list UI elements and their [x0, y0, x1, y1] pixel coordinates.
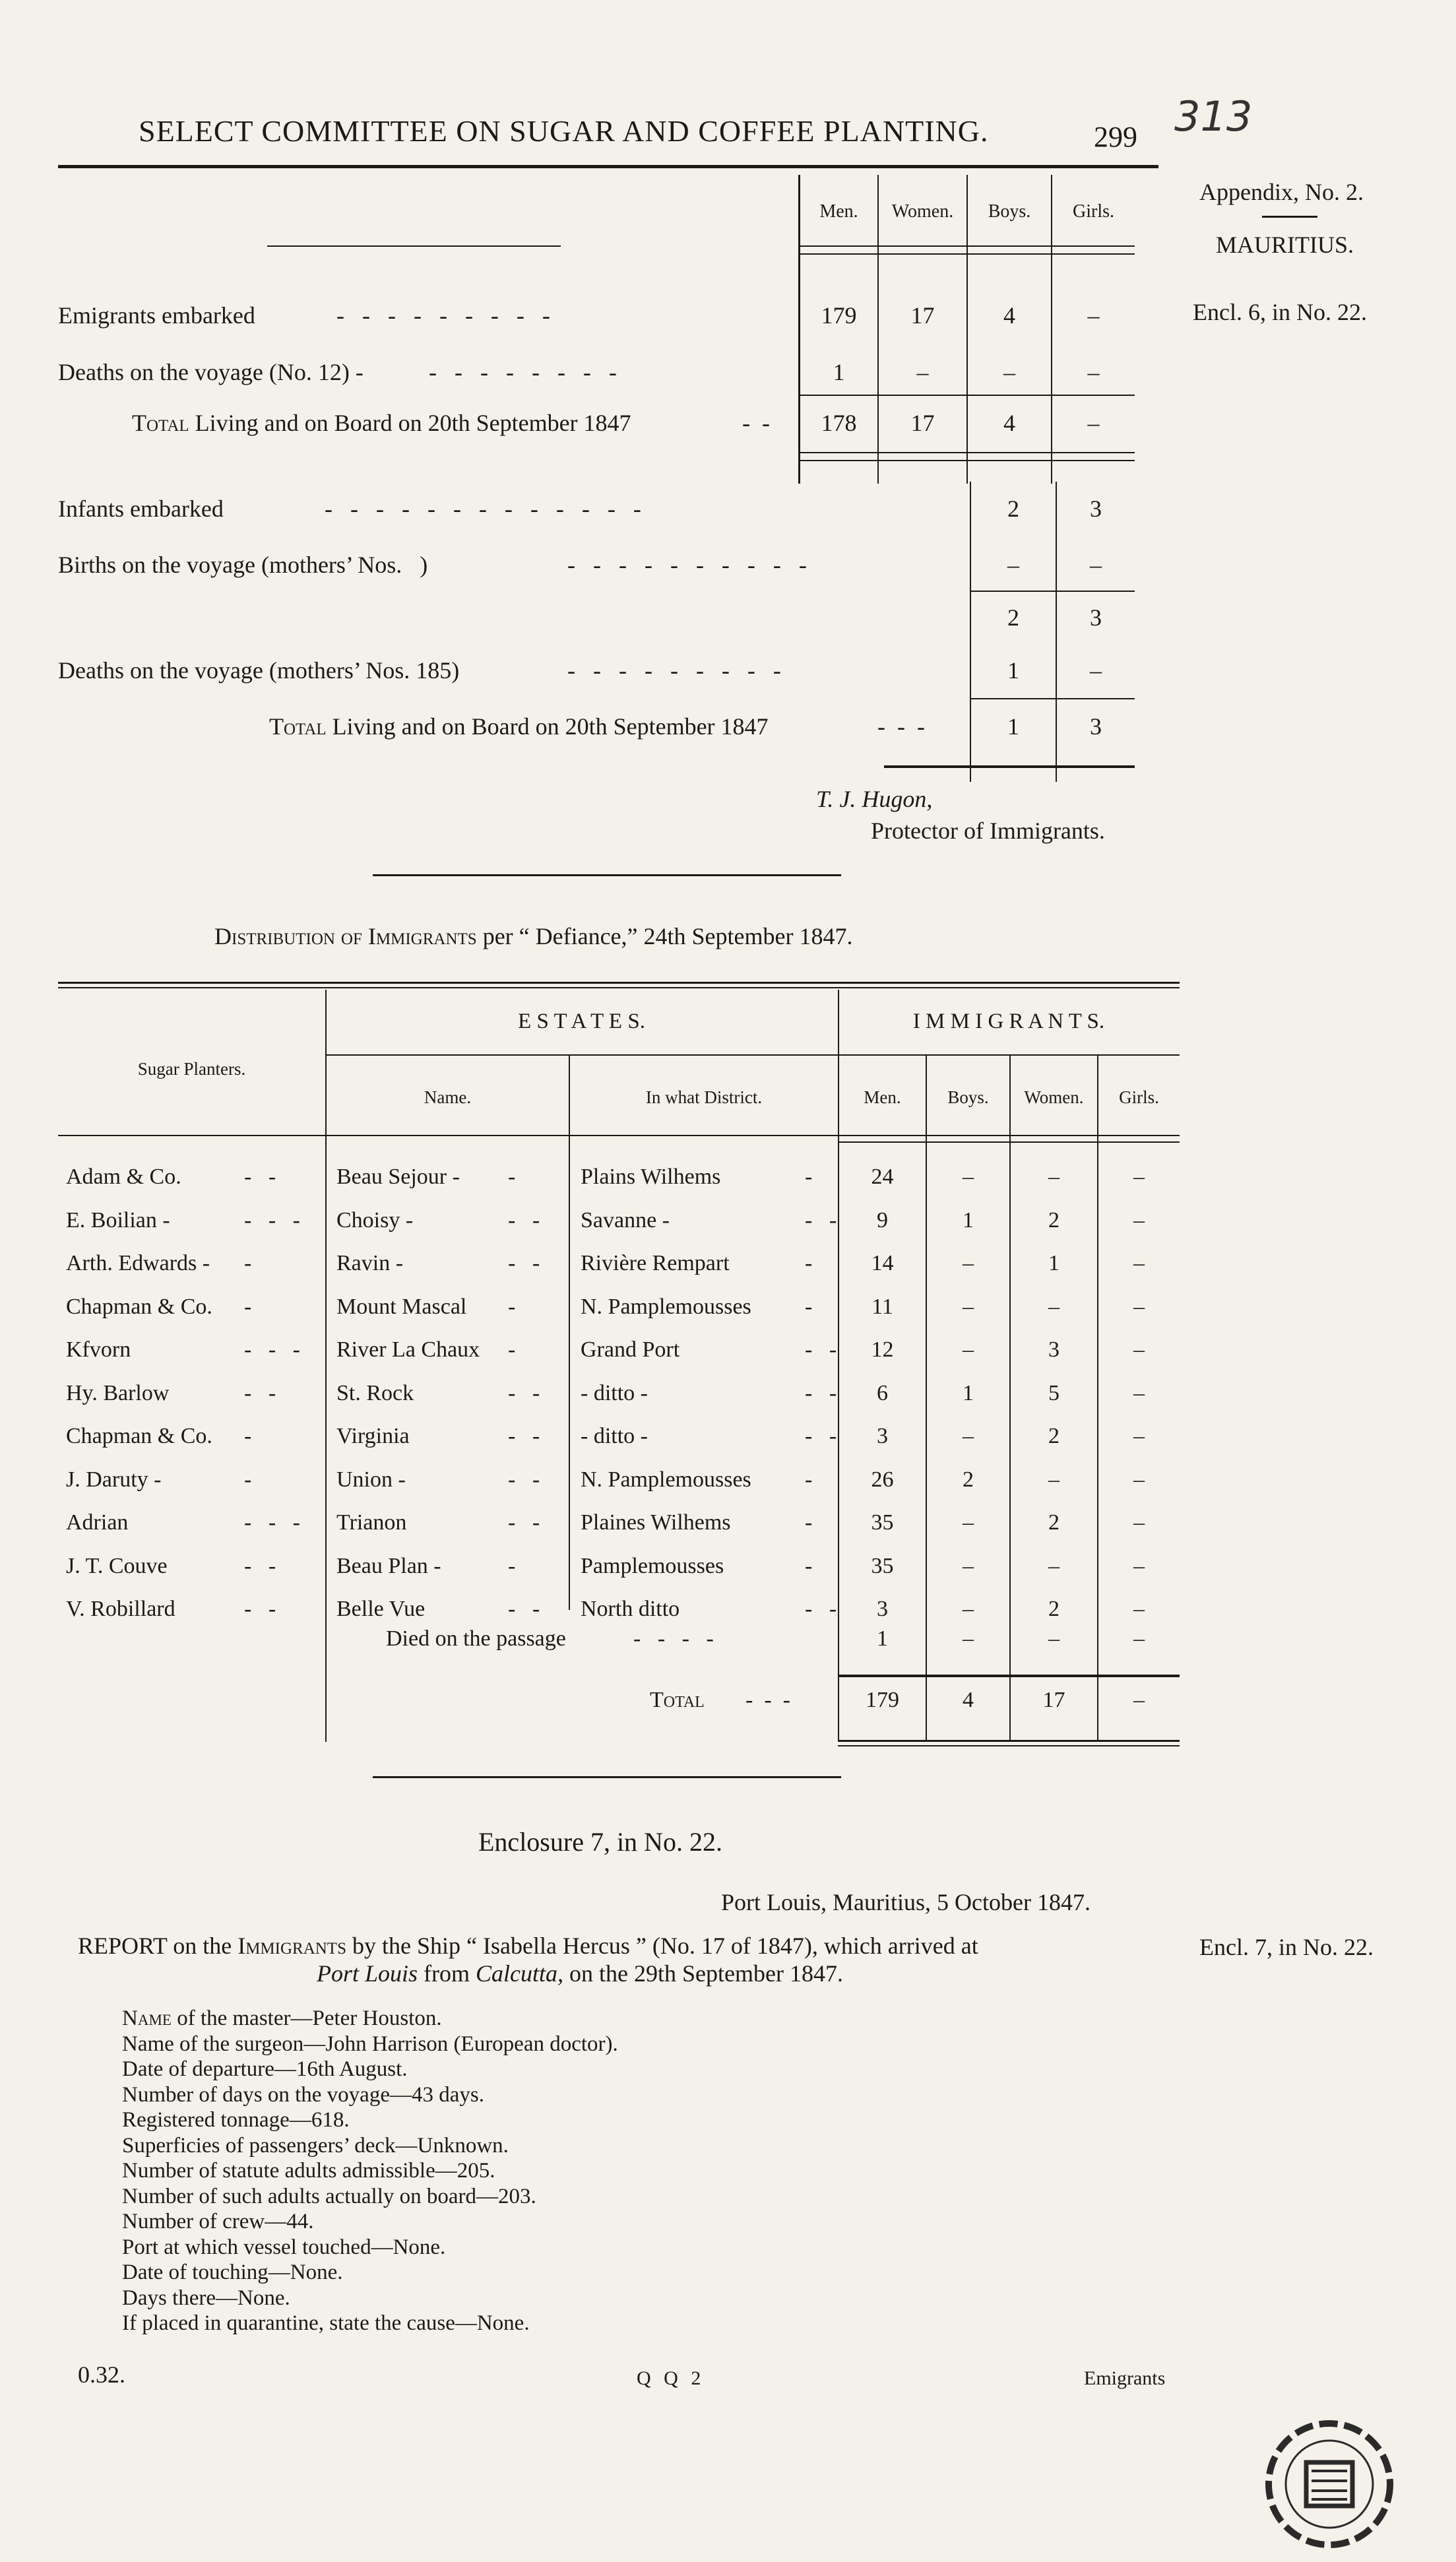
total-label-text: Living and on Board on 20th September 1847	[189, 410, 631, 436]
row-district-dashes: - -	[805, 1597, 837, 1621]
dist-top-rule-b	[58, 987, 1180, 988]
col-women: Women.	[891, 201, 954, 222]
row-estate: Choisy -	[336, 1208, 414, 1233]
summary-double-rule-a	[798, 452, 1135, 453]
row-estate: Union -	[336, 1467, 406, 1492]
row-men: 3	[877, 1597, 888, 1621]
died-girls: –	[1133, 1626, 1145, 1651]
row-planter: Arth. Edwards -	[66, 1251, 210, 1275]
row-women: 5	[1048, 1381, 1060, 1405]
row-women: 2	[1048, 1510, 1060, 1535]
row-district: N. Pamplemousses	[581, 1467, 751, 1492]
col-estate-name: Name.	[424, 1087, 472, 1107]
row-estate-dashes: -	[508, 1554, 516, 1578]
report-detail-line: Number of crew—44.	[122, 2210, 314, 2233]
report-detail-line: Days there—None.	[122, 2286, 290, 2310]
row-boys: –	[963, 1510, 974, 1535]
row-planter: J. T. Couve	[66, 1554, 168, 1578]
summary-row-dashes: - -	[742, 410, 770, 436]
summary-cell: –	[1087, 359, 1100, 385]
summary-head-rule-b	[798, 253, 1135, 255]
page-number: 299	[1094, 121, 1137, 153]
side-short-rule	[1262, 216, 1317, 218]
row-estate-dashes: - -	[508, 1381, 540, 1405]
row-planter: Chapman & Co.	[66, 1295, 212, 1319]
group-estates: E S T A T E S.	[518, 1009, 645, 1033]
row-boys: –	[963, 1295, 974, 1319]
row-planter-dashes: - -	[244, 1381, 276, 1405]
report-detail-line: Registered tonnage—618.	[122, 2108, 350, 2132]
total-women: 17	[1042, 1688, 1065, 1712]
died-boys: –	[963, 1626, 974, 1651]
row-men: 26	[871, 1467, 894, 1492]
row-planter-dashes: - -	[244, 1554, 276, 1578]
row-estate-dashes: - -	[508, 1510, 540, 1535]
footer-signature-mark: Q Q 2	[637, 2367, 705, 2389]
dist-vline-name	[569, 1056, 570, 1610]
row-women: –	[1048, 1554, 1060, 1578]
row-girls: –	[1133, 1208, 1145, 1233]
row-planter: E. Boilian -	[66, 1208, 170, 1233]
report-from: from	[418, 1960, 476, 1987]
report-port: Port Louis	[317, 1960, 418, 1987]
summary-row-label: Emigrants embarked	[58, 302, 255, 329]
row-estate: River La Chaux	[336, 1337, 480, 1362]
row-planter: V. Robillard	[66, 1597, 175, 1621]
children-row-label: Deaths on the voyage (mothers’ Nos. 185)	[58, 657, 460, 684]
row-planter-dashes: -	[244, 1467, 252, 1492]
row-district: - ditto -	[581, 1424, 648, 1448]
row-estate-dashes: - -	[508, 1208, 540, 1233]
summary-head-rule-a	[798, 245, 1135, 247]
col-district: In what District.	[645, 1087, 763, 1107]
row-boys: –	[963, 1424, 974, 1448]
summary-double-rule-b	[798, 460, 1135, 461]
row-women: –	[1048, 1467, 1060, 1492]
children-cell: –	[1090, 657, 1102, 684]
total-dashes: - - -	[745, 1688, 790, 1712]
row-men: 35	[871, 1510, 894, 1535]
row-estate-dashes: -	[508, 1337, 516, 1362]
report-line-2	[317, 1960, 843, 1987]
dist-group-rule	[325, 1054, 1180, 1056]
report-detail-line: Number of such adults actually on board—203.	[122, 2184, 536, 2208]
report-line-1	[78, 1932, 978, 1960]
row-men: 9	[877, 1208, 888, 1233]
summary-cell: 4	[1003, 302, 1015, 329]
children-cell: 3	[1090, 496, 1102, 522]
row-district-dashes: -	[805, 1467, 813, 1492]
col-dist-girls: Girls.	[1119, 1087, 1159, 1107]
side-appendix: Appendix, No. 2.	[1199, 179, 1364, 205]
row-girls: –	[1133, 1295, 1145, 1319]
distribution-title-rest: per “ Defiance,” 24th September 1847.	[476, 923, 853, 949]
dist-total-rule-a	[838, 1676, 1180, 1677]
report-detail-line: Name of the surgeon—John Harrison (European doctor).	[122, 2032, 618, 2056]
col-girls: Girls.	[1073, 201, 1114, 222]
row-boys: –	[963, 1337, 974, 1362]
distribution-title-prefix: Distribution of Immigrants	[214, 923, 477, 949]
row-girls: –	[1133, 1337, 1145, 1362]
row-boys: 1	[963, 1208, 974, 1233]
row-girls: –	[1133, 1467, 1145, 1492]
row-planter-dashes: -	[244, 1424, 252, 1448]
summary-cell: 179	[821, 302, 857, 329]
died-label: Died on the passage	[386, 1626, 566, 1651]
report-arrival: on the 29th September 1847.	[563, 1960, 843, 1987]
children-cell: –	[1090, 552, 1102, 578]
row-estate-dashes: - -	[508, 1597, 540, 1621]
summary-total-rule	[798, 395, 1135, 396]
signature-title: Protector of Immigrants.	[871, 817, 1105, 844]
row-planter: Adrian	[66, 1510, 129, 1535]
children-row-dashes: - - -	[877, 713, 925, 740]
summary-cell: –	[1003, 359, 1015, 385]
summary-row-label: Deaths on the voyage (No. 12) -	[58, 359, 364, 385]
row-estate: Virginia	[336, 1424, 410, 1448]
report-detail-line: If placed in quarantine, state the cause—None.	[122, 2311, 530, 2335]
summary-cell: 178	[821, 410, 857, 436]
report-origin: Calcutta,	[476, 1960, 564, 1987]
summary-left-rule	[267, 245, 561, 247]
row-district: Plaines Wilhems	[581, 1510, 731, 1535]
row-planter: Adam & Co.	[66, 1165, 181, 1189]
dist-head-rule-b	[838, 1141, 1180, 1143]
row-estate: Trianon	[336, 1510, 407, 1535]
signature-name: T. J. Hugon,	[816, 786, 933, 812]
section-divider-2	[373, 1776, 841, 1778]
place-date: Port Louis, Mauritius, 5 October 1847.	[721, 1889, 1091, 1915]
row-estate-dashes: -	[508, 1295, 516, 1319]
row-women: 2	[1048, 1597, 1060, 1621]
summary-cell: 17	[910, 410, 935, 436]
summary-total-label	[132, 409, 631, 437]
row-girls: –	[1133, 1424, 1145, 1448]
report-detail-line: Superficies of passengers’ deck—Unknown.	[122, 2133, 509, 2158]
summary-cell: 1	[833, 359, 845, 385]
children-cell: 3	[1090, 713, 1102, 740]
row-district-dashes: - -	[805, 1337, 837, 1362]
row-estate-dashes: - -	[508, 1251, 540, 1275]
total-label: Total	[650, 1688, 705, 1712]
col-dist-women: Women.	[1024, 1087, 1084, 1107]
row-men: 3	[877, 1424, 888, 1448]
row-girls: –	[1133, 1510, 1145, 1535]
report-detail-line: Number of days on the voyage—43 days.	[122, 2082, 484, 2107]
col-men: Men.	[819, 201, 858, 222]
col-boys: Boys.	[988, 201, 1031, 222]
died-dashes: - - - -	[633, 1626, 714, 1651]
total-word: Total	[132, 410, 189, 436]
row-girls: –	[1133, 1554, 1145, 1578]
total-label-text: Living and on Board on 20th September 1847	[326, 713, 769, 740]
report-detail-line: Number of statute adults admissible—205.	[122, 2159, 495, 2183]
section-divider	[373, 874, 841, 876]
row-women: –	[1048, 1295, 1060, 1319]
died-men: 1	[877, 1626, 888, 1651]
children-total-label	[269, 713, 769, 740]
row-district-dashes: -	[805, 1251, 813, 1275]
summary-cell: 17	[910, 302, 935, 329]
total-men: 179	[866, 1688, 899, 1712]
children-cell: 1	[1007, 713, 1019, 740]
side-colony: MAURITIUS.	[1216, 232, 1354, 258]
row-district: Savanne -	[581, 1208, 670, 1233]
row-planter: Hy. Barlow	[66, 1381, 170, 1405]
children-row-dashes: - - - - - - - - - - - - -	[325, 496, 641, 522]
distribution-title	[214, 922, 852, 950]
died-women: –	[1048, 1626, 1060, 1651]
row-women: 3	[1048, 1337, 1060, 1362]
children-row-dashes: - - - - - - - - -	[567, 657, 781, 684]
summary-row-dashes: - - - - - - - -	[429, 359, 617, 385]
row-girls: –	[1133, 1251, 1145, 1275]
row-district-dashes: -	[805, 1510, 813, 1535]
row-estate: Beau Sejour -	[336, 1165, 460, 1189]
report-detail-line	[122, 2006, 618, 2032]
summary-cell: –	[916, 359, 929, 385]
row-women: –	[1048, 1165, 1060, 1189]
row-men: 14	[871, 1251, 894, 1275]
summary-cell: –	[1087, 302, 1100, 329]
row-planter-dashes: - - -	[244, 1208, 300, 1233]
children-row-label: Infants embarked	[58, 496, 224, 522]
children-row-dashes: - - - - - - - - - -	[567, 552, 807, 578]
row-district-dashes: - -	[805, 1424, 837, 1448]
dist-top-rule-a	[58, 982, 1180, 984]
row-boys: –	[963, 1251, 974, 1275]
col-dist-men: Men.	[864, 1087, 901, 1107]
row-women: 1	[1048, 1251, 1060, 1275]
row-girls: –	[1133, 1165, 1145, 1189]
footer-catchword: Emigrants	[1084, 2367, 1166, 2389]
children-total-rule	[970, 698, 1135, 699]
row-planter-dashes: - - -	[244, 1510, 300, 1535]
enclosure-title: Enclosure 7, in No. 22.	[478, 1827, 722, 1857]
report-detail-line: Port at which vessel touched—None.	[122, 2235, 446, 2259]
summary-row-dashes: - - - - - - - - -	[336, 302, 550, 329]
row-women: 2	[1048, 1424, 1060, 1448]
row-girls: –	[1133, 1597, 1145, 1621]
children-cell: 3	[1090, 604, 1102, 631]
row-planter: Chapman & Co.	[66, 1424, 212, 1448]
row-district: Grand Port	[581, 1337, 680, 1362]
children-subtotal-rule	[970, 591, 1135, 592]
row-estate-dashes: - -	[508, 1424, 540, 1448]
library-stamp-icon	[1253, 2408, 1405, 2560]
total-girls: –	[1133, 1688, 1145, 1712]
row-planter: Kfvorn	[66, 1337, 131, 1362]
detail-name-word: Name	[122, 2006, 172, 2030]
row-estate: Beau Plan -	[336, 1554, 441, 1578]
row-estate: Mount Mascal	[336, 1295, 467, 1319]
row-estate: Ravin -	[336, 1251, 404, 1275]
row-district: Rivière Rempart	[581, 1251, 730, 1275]
row-men: 35	[871, 1554, 894, 1578]
report-a: REPORT on the	[78, 1933, 238, 1959]
row-planter-dashes: - -	[244, 1165, 276, 1189]
row-planter-dashes: -	[244, 1251, 252, 1275]
row-planter: J. Daruty -	[66, 1467, 162, 1492]
report-detail-line: Date of touching—None.	[122, 2260, 343, 2284]
children-cell: –	[1007, 552, 1019, 578]
row-boys: –	[963, 1597, 974, 1621]
report-c: by the Ship “ Isabella Hercus ” (No. 17 of 1847), which arrived at	[346, 1933, 978, 1959]
running-header: SELECT COMMITTEE ON SUGAR AND COFFEE PLANTING.	[139, 114, 989, 148]
row-women: 2	[1048, 1208, 1060, 1233]
report-b: Immigrants	[237, 1933, 346, 1959]
row-district: North ditto	[581, 1597, 680, 1621]
row-district: - ditto -	[581, 1381, 648, 1405]
summary-cell: 4	[1003, 410, 1015, 436]
row-boys: –	[963, 1165, 974, 1189]
row-planter-dashes: - -	[244, 1597, 276, 1621]
children-cell: 1	[1007, 657, 1019, 684]
report-detail-line: Date of departure—16th August.	[122, 2057, 408, 2081]
row-estate-dashes: -	[508, 1165, 516, 1189]
row-planter-dashes: -	[244, 1295, 252, 1319]
row-district-dashes: - -	[805, 1208, 837, 1233]
col-dist-boys: Boys.	[947, 1087, 989, 1107]
row-men: 24	[871, 1165, 894, 1189]
detail-text: of the master—Peter Houston.	[171, 2006, 442, 2030]
row-district-dashes: -	[805, 1165, 813, 1189]
row-district-dashes: -	[805, 1295, 813, 1319]
row-men: 11	[871, 1295, 893, 1319]
group-immigrants: I M M I G R A N T S.	[912, 1009, 1105, 1033]
row-estate-dashes: - -	[508, 1467, 540, 1492]
row-district-dashes: -	[805, 1554, 813, 1578]
row-district: Pamplemousses	[581, 1554, 724, 1578]
row-district: Plains Wilhems	[581, 1165, 721, 1189]
children-row-label: Births on the voyage (mothers’ Nos. )	[58, 552, 428, 578]
header-rule	[58, 165, 1158, 168]
children-cell: 2	[1007, 604, 1019, 631]
total-boys: 4	[963, 1688, 974, 1712]
dist-head-rule-a	[58, 1135, 1180, 1136]
row-district: N. Pamplemousses	[581, 1295, 751, 1319]
children-cell: 2	[1007, 496, 1019, 522]
row-boys: 1	[963, 1381, 974, 1405]
children-bottom-rule	[884, 765, 1135, 768]
row-men: 12	[871, 1337, 894, 1362]
row-planter-dashes: - - -	[244, 1337, 300, 1362]
dist-bottom-rule-b	[838, 1745, 1180, 1746]
row-district-dashes: - -	[805, 1381, 837, 1405]
handwritten-folio-number: 313	[1174, 92, 1253, 141]
row-estate: Belle Vue	[336, 1597, 426, 1621]
row-boys: 2	[963, 1467, 974, 1492]
summary-cell: –	[1087, 410, 1100, 436]
row-boys: –	[963, 1554, 974, 1578]
footer-sheet-number: 0.32.	[78, 2361, 125, 2388]
total-word: Total	[269, 713, 327, 740]
dist-bottom-rule-a	[838, 1740, 1180, 1742]
row-girls: –	[1133, 1381, 1145, 1405]
side-encl6: Encl. 6, in No. 22.	[1193, 299, 1367, 325]
row-estate: St. Rock	[336, 1381, 414, 1405]
report-details	[122, 2006, 618, 2336]
side-encl7: Encl. 7, in No. 22.	[1199, 1934, 1374, 1960]
row-men: 6	[877, 1381, 888, 1405]
col-sugar-planters: Sugar Planters.	[137, 1059, 246, 1079]
